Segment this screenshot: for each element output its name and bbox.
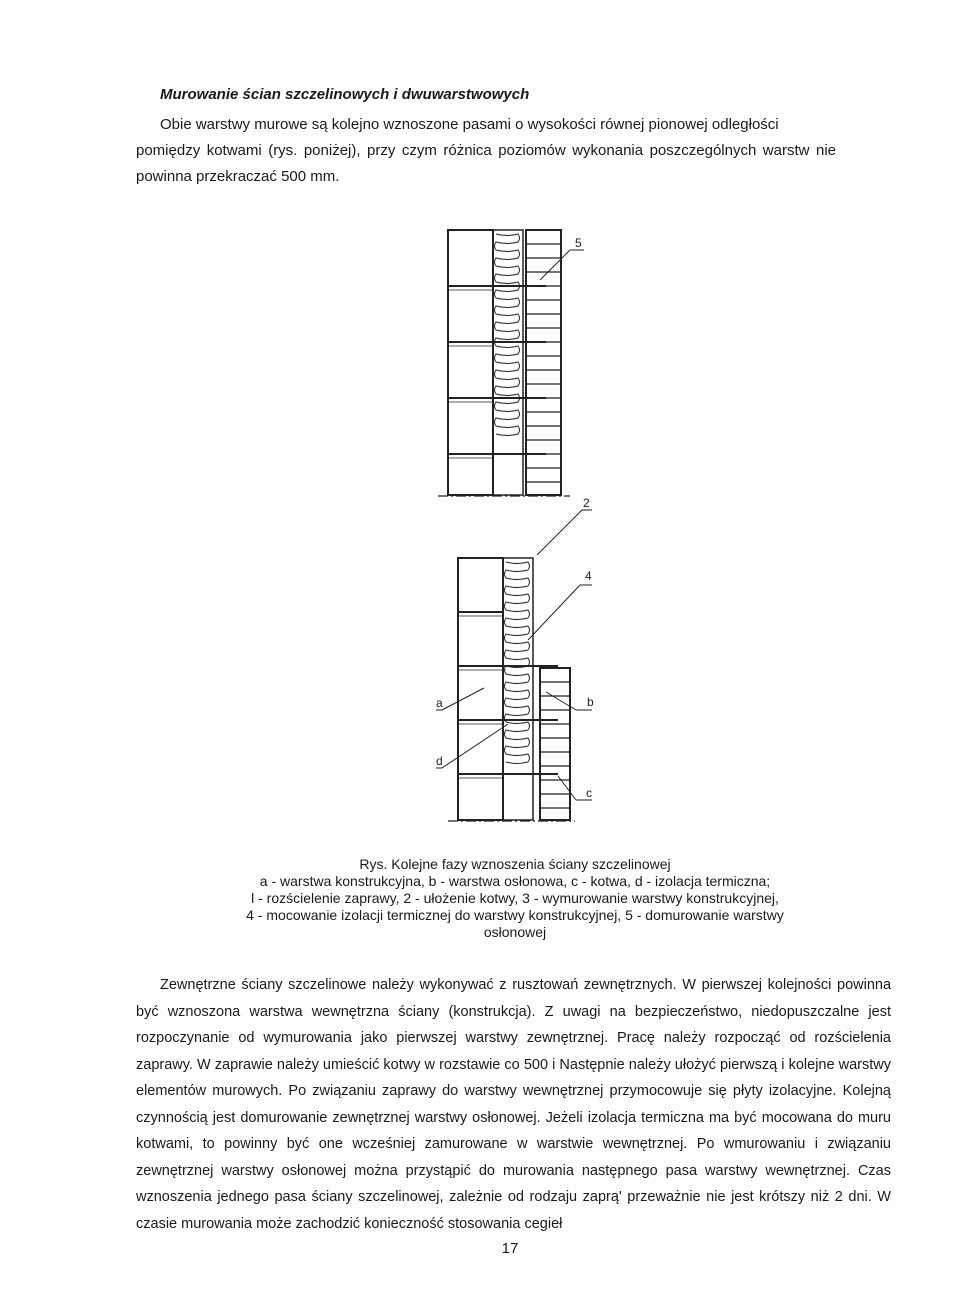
intro-first-line: Obie warstwy murowe są kolejno wznoszone pasami o wysokości równej pionowej odległości <box>160 116 779 133</box>
caption-line: osłonowej <box>483 924 547 940</box>
page-number: 17 <box>501 1240 519 1257</box>
label-b: b <box>587 695 594 709</box>
caption-line: a - warstwa konstrukcyjna, b - warstwa osłonowa, c - kotwa, d - izolacja termiczna; <box>259 873 771 889</box>
upper-wall-drawing <box>438 230 592 555</box>
figure-caption <box>180 856 850 941</box>
section-heading: Murowanie ścian szczelinowych i dwuwarstwowych <box>160 86 530 103</box>
body-rest: powinna być wznoszona warstwa wewnętrzna ściany (konstrukcja). Z uwagi na bezpieczeństwo, niedopuszczalne jest rozpoczynanie od wymurowania jako pierwszej warstwy zewnętrznej. Pracę należy rozpocząć od rozścielenia zaprawy. W zaprawie należy umieścić kotwy w rozstawie co 500 i Następnie należy ułożyć pierwszą i kolejne warstwy elementów murowych. Po związaniu zaprawy do warstwy wewnętrznej przymocowuje się płyty izolacyjne. Kolejną czynnością jest domurowanie zewnętrznej warstwy osłonowej. Jeżeli izolacja termiczna ma być mocowana do muru kotwami, to powinny być one wcześniej zamurowane w warstwie wewnętrznej. Po wmurowaniu i związaniu zewnętrznej warstwy osłonowej można przystąpić do murowania następnego pasa warstwy wewnętrznej. Czas wznoszenia jednego pasa ściany szczelinowej, zależnie od rodzaju zaprą' przeważnie nie jest krótszy niż 2 dni. W czasie murowania może zachodzić konieczność stosowania cegieł <box>136 977 892 1232</box>
label-c: c <box>586 786 592 800</box>
body-paragraph <box>136 972 891 1237</box>
label-4: 4 <box>585 569 592 583</box>
label-5: 5 <box>575 236 582 250</box>
intro-paragraph <box>136 112 836 190</box>
lower-wall-drawing <box>436 558 592 821</box>
intro-rest: pomiędzy kotwami (rys. poniżej), przy czym różnica poziomów wykonania poszczególnych warstw nie powinna przekraczać 500 mm. <box>136 142 836 185</box>
caption-line: 4 - mocowanie izolacji termicznej do warstwy konstrukcyjnej, 5 - domurowanie warstwy <box>246 907 784 923</box>
cavity-wall-figure <box>380 220 620 840</box>
body-first-line: Zewnętrzne ściany szczelinowe należy wykonywać z rusztowań zewnętrznych. W pierwszej kolejności <box>160 977 832 993</box>
label-2: 2 <box>583 496 590 510</box>
caption-title: Rys. Kolejne fazy wznoszenia ściany szczelinowej <box>359 856 671 872</box>
label-a: a <box>436 696 443 710</box>
label-d: d <box>436 754 443 768</box>
caption-line: l - rozścielenie zaprawy, 2 - ułożenie kotwy, 3 - wymurowanie warstwy konstrukcyjnej, <box>251 890 779 906</box>
